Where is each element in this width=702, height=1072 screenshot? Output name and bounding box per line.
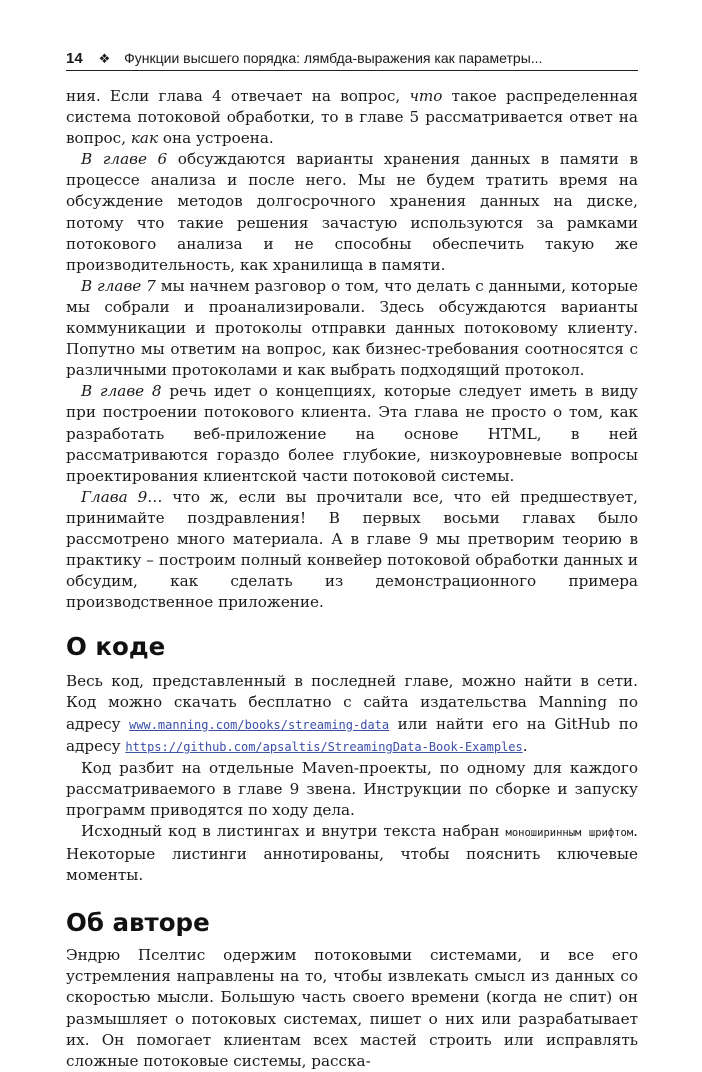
paragraph-code-projects: Код разбит на отдельные Maven-проекты, по одному для каждого рассматриваемого в главе 9 звена. Инструкции по сборке и запуску программ приводятся по ходу дела. (66, 758, 638, 819)
paragraph-code-typography: Исходный код в листингах и внутри текста набран моноширинным шрифтом. Некоторые листинги аннотированы, чтобы пояснить ключевые моменты. (66, 822, 638, 885)
paragraph-chapter-8: В главе 8 речь идет о концепциях, которые следует иметь в виду при построении потокового клиента. Эта глава не просто о том, как разработать веб-приложение на основе HTML, в ней рассматриваются гораздо более глубокие, низкоуровневые вопросы проектирования клиентской части потоковой системы. (66, 382, 638, 485)
section-heading-author: Об авторе (66, 908, 210, 938)
ornament-icon: ❖ (98, 51, 111, 66)
paragraph-chapter-7: В главе 7 мы начнем разговор о том, что делать с данными, которые мы собрали и проанализировали. Здесь обсуждаются варианты коммуникации и протоколы отправки данных потоковому клиенту. Попутно мы ответим на вопрос, как бизнес-требования соотносятся с различными протоколами и как выбрать подходящий протокол. (66, 276, 638, 380)
paragraph-chapters-4-5: ния. Если глава 4 отвечает на вопрос, что такое распределенная система потоковой обработки, то в главе 5 рассматривается ответ на вопрос, как она устроена. (66, 87, 638, 148)
paragraph-chapter-9: Глава 9… что ж, если вы прочитали все, что ей предшествует, принимайте поздравления! В первых восьми главах было рассмотрено много материала. А в главе 9 мы претворим теорию в практику – построим полный конвейер потоковой обработки данных и обсудим, как сделать из демонстрационного примера производственное приложение. (66, 487, 638, 612)
running-title: Функции высшего порядка: лямбда-выражения как параметры... (124, 50, 543, 66)
github-link[interactable]: https://github.com/apsaltis/StreamingData-Book-Examples (125, 739, 523, 754)
page-body (66, 86, 638, 1072)
paragraph-chapter-6: В главе 6 обсуждаются варианты хранения данных в памяти в процессе анализа и после него. Мы не будем тратить время на обсуждение методов долгосрочного хранения данных на диске, потому что такие решения зачастую используются за рамками потокового анализа и не способны обеспечить такую же производительность, как хранилища в памяти. (66, 150, 638, 274)
header-rule (66, 70, 638, 71)
paragraph-author-bio: Эндрю Пселтис одержим потоковыми системами, и все его устремления направлены на то, чтобы извлекать смысл из данных со скоростью мысли. Большую часть своего времени (когда не спит) он размышляет о потоковых системах, пишет о них или разрабатывает их. Он помогает клиентам всех мастей строить или исправлять сложные потоковые системы, расска- (66, 946, 638, 1070)
page-number: 14 (66, 50, 83, 67)
running-header (66, 50, 638, 72)
paragraph-code-location: Весь код, представленный в последней главе, можно найти в сети. Код можно скачать бесплатно с сайта издательства Manning по адресу www.manning.com/books/streaming-data или найти его на GitHub по адресу https://github.com/apsaltis/StreamingData-Book-Examples. (66, 672, 638, 755)
manning-link[interactable]: www.manning.com/books/streaming-data (129, 717, 390, 732)
section-heading-code: О коде (66, 632, 166, 662)
